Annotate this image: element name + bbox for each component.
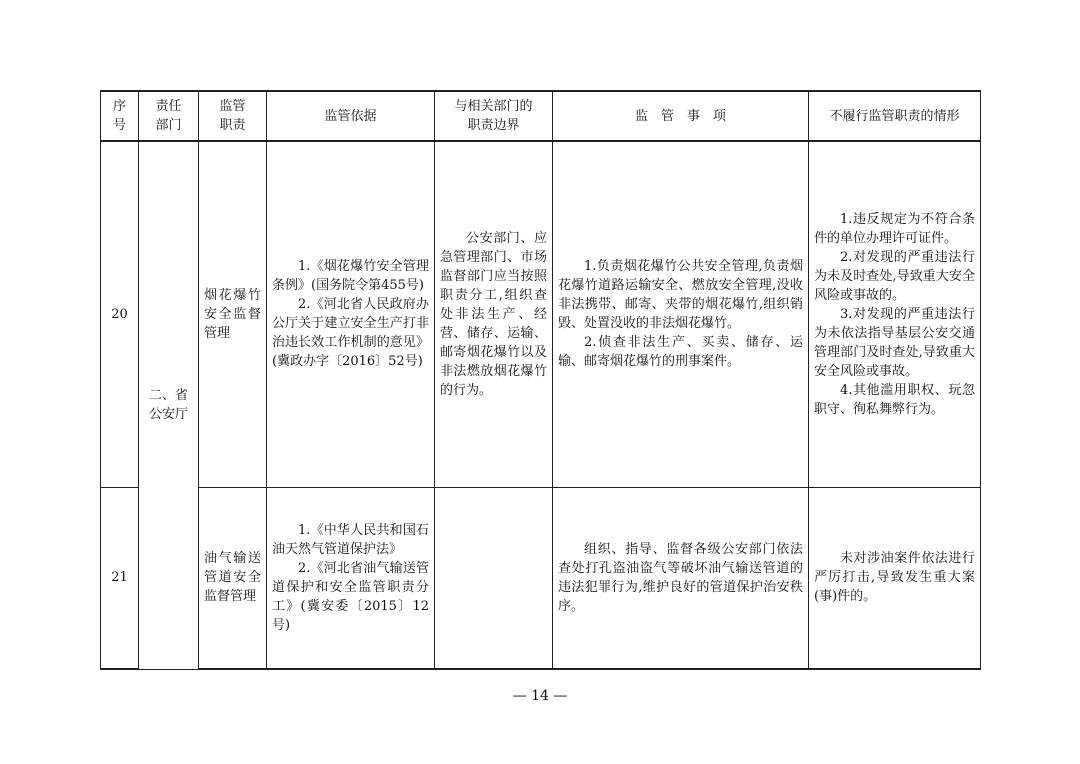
row-dept: 二、省 公安厅 (139, 141, 199, 669)
items-item: 组织、指导、监督各级公安部门依法查处打孔盗油盗气等破坏油气输送管道的违法犯罪行为,维护良好的管道保护治安秩序。 (558, 541, 803, 614)
basis-item: 1.《中华人民共和国石油天然气管道保护法》 (272, 522, 429, 557)
row-boundary (435, 487, 553, 669)
failure-item: 未对涉油案件依法进行严厉打击,导致发生重大案(事)件的。 (814, 551, 975, 605)
row-duty: 油气输送管道安全监督管理 (199, 487, 267, 669)
header-row (101, 91, 981, 141)
basis-item: 2.《河北省人民政府办公厅关于建立安全生产打非治违长效工作机制的意见》(冀政办字〔2016〕52号) (272, 297, 429, 370)
table-row (101, 141, 981, 487)
row-basis (267, 487, 435, 669)
row-basis (267, 141, 435, 487)
header-failure: 不履行监管职责的情形 (809, 91, 981, 141)
failure-item: 3.对发现的严重违法行为未依法指导基层公安交通管理部门及时查处,导致重大安全风险或事故。 (814, 306, 975, 379)
header-basis: 监管依据 (267, 91, 435, 141)
row-failure (809, 487, 981, 669)
header-boundary: 与相关部门的 职责边界 (435, 91, 553, 141)
header-dept: 责任 部门 (139, 91, 199, 141)
row-boundary: 公安部门、应急管理部门、市场监督部门应当按照职责分工,组织查处非法生产、经营、储存、运输、邮寄烟花爆竹以及非法燃放烟花爆竹的行为。 (435, 141, 553, 487)
header-items: 监 管 事 项 (553, 91, 809, 141)
row-items (553, 141, 809, 487)
row-duty: 烟花爆竹安全监督管理 (199, 141, 267, 487)
basis-item: 1.《烟花爆竹安全管理条例》(国务院令第455号) (272, 259, 429, 294)
items-item: 2.侦查非法生产、买卖、储存、运输、邮寄烟花爆竹的刑事案件。 (558, 335, 803, 370)
row-seq: 21 (101, 487, 139, 669)
page-number: — 14 — (512, 688, 568, 704)
basis-item: 2.《河北省油气输送管道保护和安全监管职责分工》(冀安委〔2015〕12号) (272, 560, 429, 633)
duty-table (100, 90, 981, 670)
table-row (101, 487, 981, 669)
header-seq: 序 号 (101, 91, 139, 141)
row-items (553, 487, 809, 669)
header-duty: 监管 职责 (199, 91, 267, 141)
items-item: 1.负责烟花爆竹公共安全管理,负责烟花爆竹道路运输安全、燃放安全管理,没收非法携带、邮寄、夹带的烟花爆竹,组织销毁、处置没收的非法烟花爆竹。 (558, 259, 803, 332)
failure-item: 4.其他滥用职权、玩忽职守、徇私舞弊行为。 (814, 382, 975, 417)
row-seq: 20 (101, 141, 139, 487)
row-failure (809, 141, 981, 487)
failure-item: 1.违反规定为不符合条件的单位办理许可证件。 (814, 211, 975, 246)
failure-item: 2.对发现的严重违法行为未及时查处,导致重大安全风险或事故的。 (814, 249, 975, 303)
